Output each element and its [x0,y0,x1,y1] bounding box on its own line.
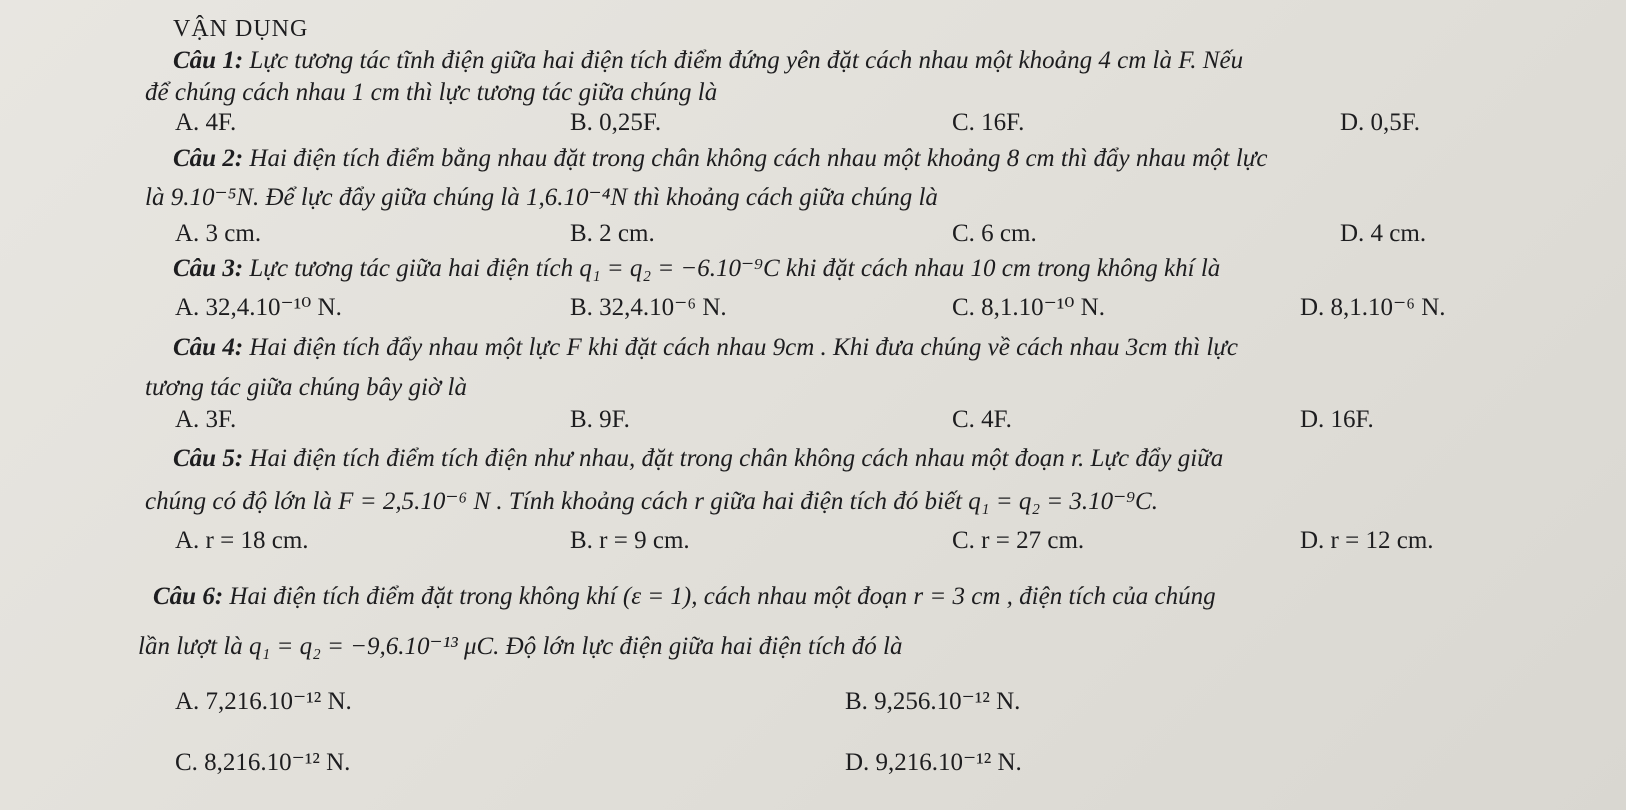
question-2-option-b[interactable]: B. 2 cm. [570,220,655,247]
question-4-text-2: tương tác giữa chúng bây giờ là [145,374,467,401]
question-4-option-b[interactable]: B. 9F. [570,406,630,433]
question-1-option-b[interactable]: B. 0,25F. [570,109,662,136]
question-2-text-1: Hai điện tích điểm bằng nhau đặt trong chân không cách nhau một khoảng 8 cm thì đẩy nhau một lực [249,145,1268,172]
question-5-text-2: chúng có độ lớn là F = 2,5.10⁻⁶ N . Tính khoảng cách r giữa hai điện tích đó biết q₁ = q₂ = 3.10⁻⁹C. [145,488,1158,515]
question-1-option-d[interactable]: D. 0,5F. [1340,109,1420,136]
question-1-line-1 [173,46,1243,76]
question-5-line-1 [173,444,1223,474]
question-4-line-1 [173,333,1238,363]
question-5-option-d[interactable]: D. r = 12 cm. [1300,527,1434,554]
question-3-option-d[interactable]: D. 8,1.10⁻⁶ N. [1300,294,1446,321]
question-3-line-1 [173,254,1220,284]
question-3-option-a[interactable]: A. 32,4.10⁻¹⁰ N. [175,294,342,321]
question-6-option-b[interactable]: B. 9,256.10⁻¹² N. [845,688,1021,715]
question-1-label: Câu 1: [173,47,244,74]
question-3-label: Câu 3: [173,255,244,282]
question-6-text-1: Hai điện tích điểm đặt trong không khí (ε = 1), cách nhau một đoạn r = 3 cm , điện tích của chúng [229,583,1216,610]
question-2-option-c[interactable]: C. 6 cm. [952,220,1037,247]
question-2-text-2: là 9.10⁻⁵N. Để lực đẩy giữa chúng là 1,6.10⁻⁴N thì khoảng cách giữa chúng là [145,184,938,211]
question-1-text-2: để chúng cách nhau 1 cm thì lực tương tác giữa chúng là [145,79,718,106]
question-6-line-1 [153,582,1216,612]
question-4-option-a[interactable]: A. 3F. [175,406,237,433]
question-4-option-c[interactable]: C. 4F. [952,406,1012,433]
question-6-option-d[interactable]: D. 9,216.10⁻¹² N. [845,749,1022,776]
question-5-option-a[interactable]: A. r = 18 cm. [175,527,309,554]
question-1-text-1: Lực tương tác tĩnh điện giữa hai điện tích điểm đứng yên đặt cách nhau một khoảng 4 cm là F. Nếu [249,47,1244,74]
question-5-text-1: Hai điện tích điểm tích điện như nhau, đặt trong chân không cách nhau một đoạn r. Lực đẩy giữa [249,445,1224,472]
question-3-text-1: Lực tương tác giữa hai điện tích q₁ = q₂ = −6.10⁻⁹C khi đặt cách nhau 10 cm trong không khí là [249,255,1221,282]
question-6-option-c[interactable]: C. 8,216.10⁻¹² N. [175,749,351,776]
question-4-text-1: Hai điện tích đẩy nhau một lực F khi đặt cách nhau 9cm . Khi đưa chúng về cách nhau 3cm thì lực [249,334,1239,361]
question-2-line-1 [173,144,1268,174]
question-2-option-d[interactable]: D. 4 cm. [1340,220,1427,247]
question-1-option-c[interactable]: C. 16F. [952,109,1025,136]
question-5-label: Câu 5: [173,445,244,472]
question-5-option-c[interactable]: C. r = 27 cm. [952,527,1085,554]
question-4-option-d[interactable]: D. 16F. [1300,406,1374,433]
question-2-label: Câu 2: [173,145,244,172]
question-1-option-a[interactable]: A. 4F. [175,109,237,136]
question-5-option-b[interactable]: B. r = 9 cm. [570,527,690,554]
question-6-text-2: lần lượt là q₁ = q₂ = −9,6.10⁻¹³ μC. Độ lớn lực điện giữa hai điện tích đó là [138,633,903,660]
question-3-option-c[interactable]: C. 8,1.10⁻¹⁰ N. [952,294,1105,321]
question-4-label: Câu 4: [173,334,244,361]
question-3-option-b[interactable]: B. 32,4.10⁻⁶ N. [570,294,727,321]
question-6-option-a[interactable]: A. 7,216.10⁻¹² N. [175,688,352,715]
section-heading: VẬN DỤNG [173,16,309,42]
question-2-option-a[interactable]: A. 3 cm. [175,220,262,247]
question-6-label: Câu 6: [153,583,224,610]
